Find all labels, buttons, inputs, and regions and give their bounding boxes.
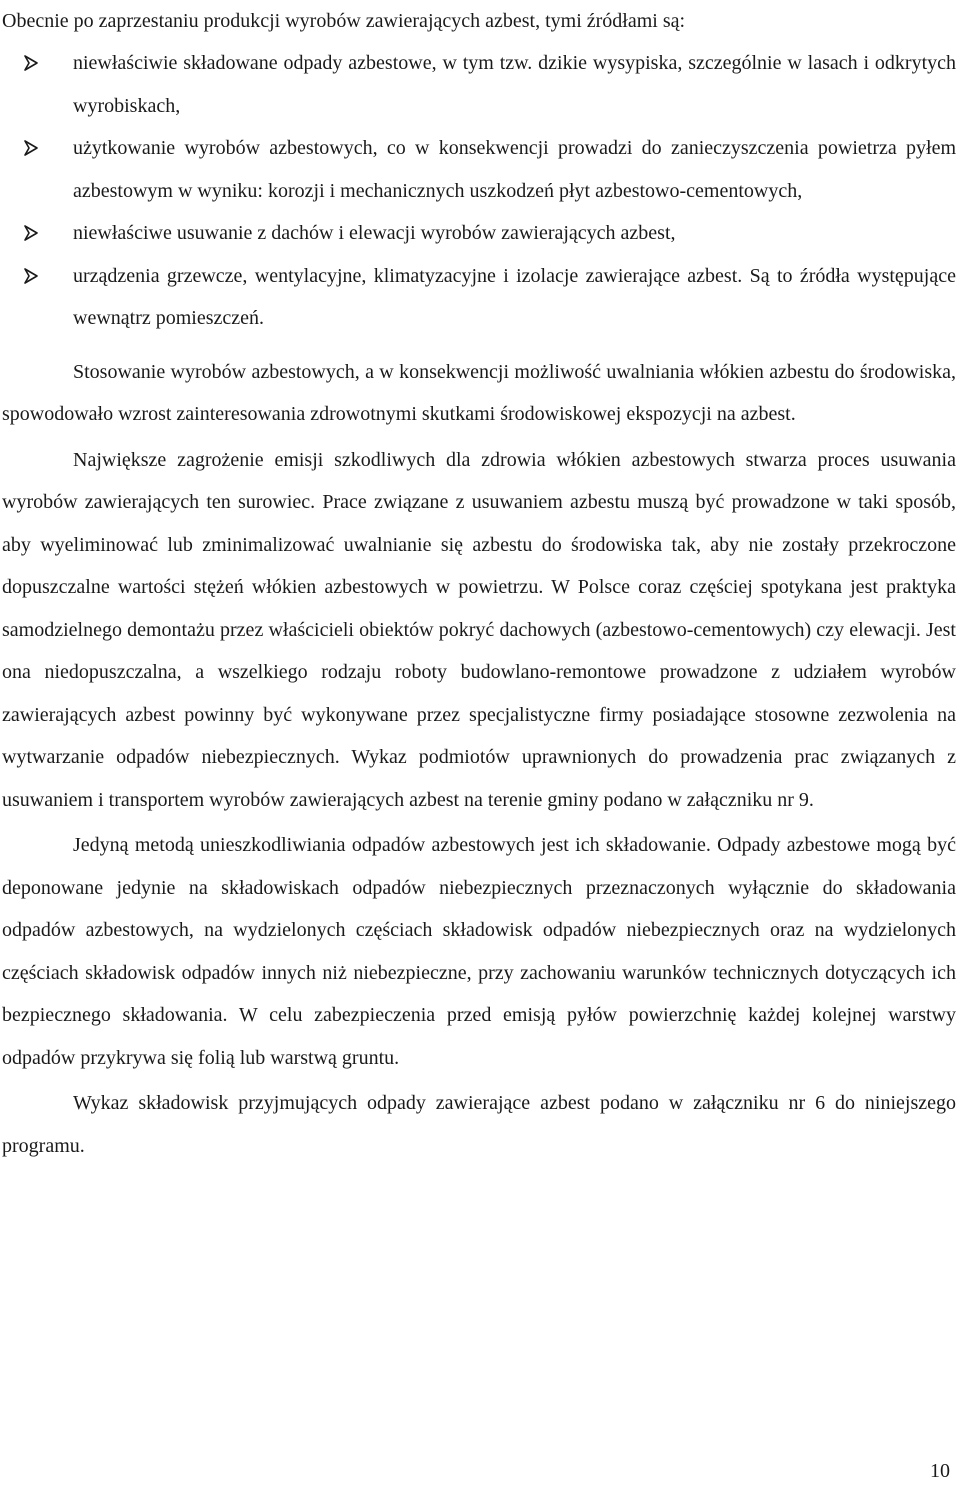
paragraph-exposure: Stosowanie wyrobów azbestowych, a w konsekwencji możliwość uwalniania włókien azbestu do środowiska, spowodowało wzrost zainteresowania zdrowotnymi skutkami środowiskowej ekspozycji na azbest. xyxy=(2,360,956,425)
source-list xyxy=(2,42,956,340)
list-item-text: użytkowanie wyrobów azbestowych, co w konsekwencji prowadzi do zanieczyszczenia powietrza pyłem azbestowym w wyniku: korozji i mechanicznych uszkodzeń płyt azbestowo-cementowych, xyxy=(73,137,956,202)
document-page xyxy=(2,0,956,1167)
paragraph-landfill-list: Wykaz składowisk przyjmujących odpady zawierające azbest podano w załączniku nr 6 do niniejszego programu. xyxy=(2,1092,956,1157)
list-item xyxy=(2,255,956,340)
arrowhead-bullet-icon xyxy=(24,140,38,156)
list-item xyxy=(2,42,956,127)
list-item-text: urządzenia grzewcze, wentylacyjne, klimatyzacyjne i izolacje zawierające azbest. Są to źródła występujące wewnątrz pomieszczeń. xyxy=(73,264,956,329)
arrowhead-bullet-icon xyxy=(24,225,38,241)
list-item xyxy=(2,212,956,255)
page-number: 10 xyxy=(930,1460,950,1482)
arrowhead-bullet-icon xyxy=(24,268,38,284)
list-item xyxy=(2,127,956,212)
list-item-text: niewłaściwie składowane odpady azbestowe, w tym tzw. dzikie wysypiska, szczególnie w lasach i odkrytych wyrobiskach, xyxy=(73,52,956,117)
list-item-text: niewłaściwe usuwanie z dachów i elewacji wyrobów zawierających azbest, xyxy=(73,222,676,244)
intro-text: Obecnie po zaprzestaniu produkcji wyrobów zawierających azbest, tymi źródłami są: xyxy=(2,10,686,32)
paragraph-removal-risk: Największe zagrożenie emisji szkodliwych dla zdrowia włókien azbestowych stwarza proces usuwania wyrobów zawierających ten surowiec. Prace związane z usuwaniem azbestu muszą być prowadzone w taki sposób, aby wyeliminować lub zminimalizować uwalnianie się azbestu do środowiska tak, aby nie zostały przekroczone dopuszczalne wartości stężeń włókien azbestowych w powietrzu. W Polsce coraz częściej spotykana jest praktyka samodzielnego demontażu przez właścicieli obiektów pokryć dachowych (azbestowo-cementowych) czy elewacji. Jest ona niedopuszczalna, a wszelkiego rodzaju roboty budowlano-remontowe prowadzone z udziałem wyrobów zawierających azbest powinny być wykonywane przez specjalistyczne firmy posiadające stosowne zezwolenia na wytwarzanie odpadów niebezpiecznych. Wykaz podmiotów uprawnionych do prowadzenia prac związanych z usuwaniem i transportem wyrobów zawierających azbest na terenie gminy podano w załączniku nr 9. xyxy=(2,448,956,811)
arrowhead-bullet-icon xyxy=(24,55,38,71)
paragraph-disposal: Jedyną metodą unieszkodliwiania odpadów azbestowych jest ich składowanie. Odpady azbestowe mogą być deponowane jedynie na składowiskach odpadów niebezpiecznych przeznaczonych wyłącznie do składowania odpadów azbestowych, na wydzielonych częściach składowisk odpadów niebezpiecznych oraz na wydzielonych częściach składowisk odpadów innych niż niebezpieczne, przy zachowaniu warunków technicznych dotyczących ich bezpiecznego składowania. W celu zabezpieczenia przed emisją pyłów powierzchnię każdej kolejnej warstwy odpadów przykrywa się folią lub warstwą gruntu. xyxy=(2,834,956,1069)
